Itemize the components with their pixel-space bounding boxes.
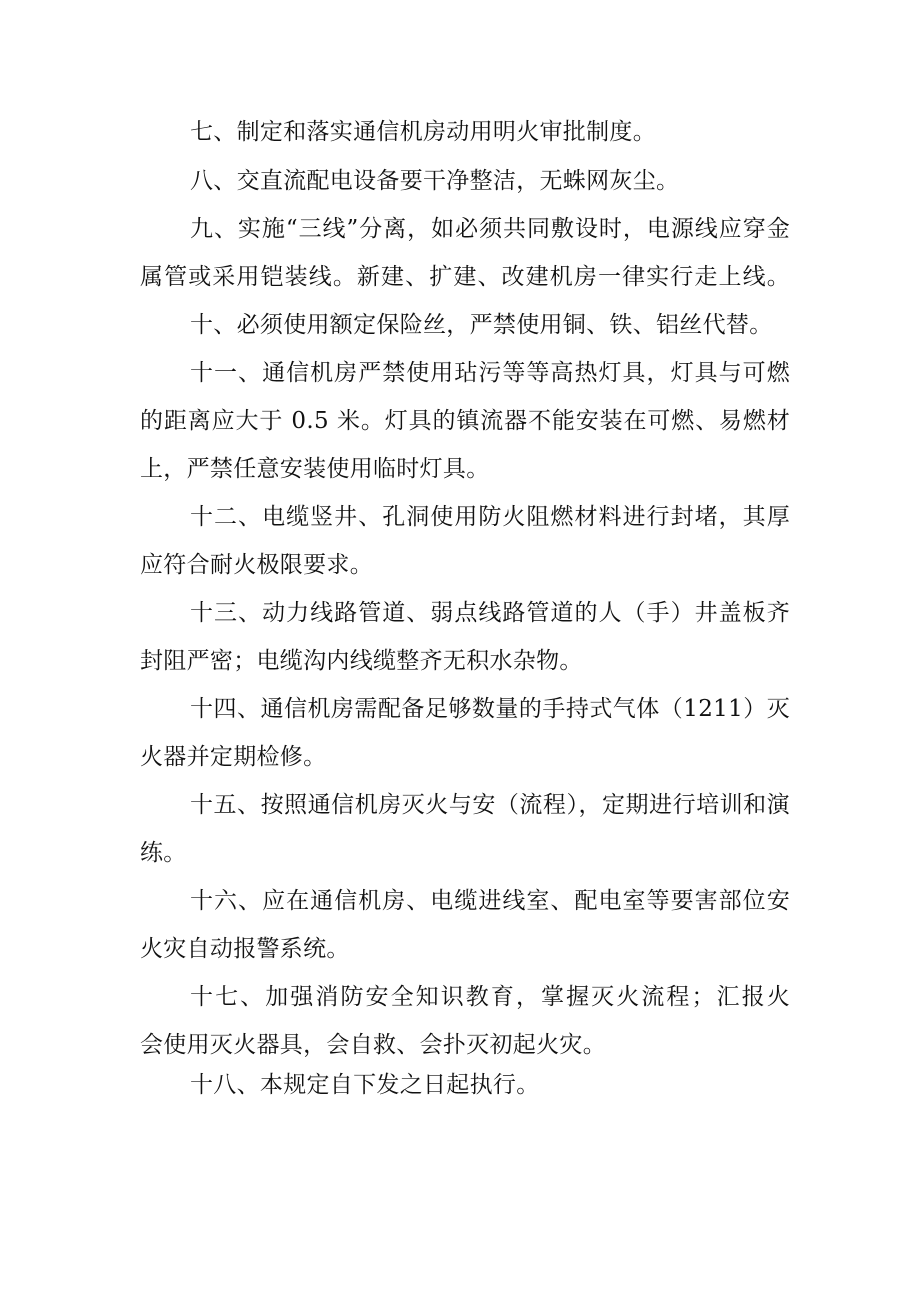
paragraph-14-line-1: 十四、通信机房需配备足够数量的手持式气体（1211）灭 (190, 696, 790, 722)
paragraph-16-line-1: 十六、应在通信机房、电缆进线室、配电室等要害部位安 (190, 888, 790, 914)
paragraph-11-line-2: 的距离应大于 0.5 米。灯具的镇流器不能安装在可燃、易燃材 (140, 408, 790, 434)
paragraph-11-line-3: 上，严禁任意安装使用临时灯具。 (140, 456, 490, 482)
paragraph-12-line-1: 十二、电缆竖井、孔洞使用防火阻燃材料进行封堵，其厚 (190, 504, 790, 530)
paragraph-7-line-1: 七、制定和落实通信机房动用明火审批制度。 (190, 119, 656, 145)
paragraph-9-line-2: 属管或采用铠装线。新建、扩建、改建机房一律实行走上线。 (140, 264, 790, 290)
paragraph-8-line-1: 八、交直流配电设备要干净整洁，无蛛网灰尘。 (190, 168, 680, 194)
paragraph-15-line-2: 练。 (140, 840, 187, 866)
paragraph-13-line-1: 十三、动力线路管道、弱点线路管道的人（手）井盖板齐 (190, 600, 790, 626)
paragraph-17-line-2: 会使用灭火器具，会自救、会扑灭初起火灾。 (140, 1032, 606, 1058)
paragraph-11-line-1: 十一、通信机房严禁使用玷污等等高热灯具，灯具与可燃 (190, 360, 790, 386)
paragraph-10-line-1: 十、必须使用额定保险丝，严禁使用铜、铁、铝丝代替。 (190, 312, 773, 338)
paragraph-9-line-1: 九、实施“三线”分离，如必须共同敷设时，电源线应穿金 (190, 216, 790, 242)
paragraph-13-line-2: 封阻严密；电缆沟内线缆整齐无积水杂物。 (140, 648, 583, 674)
paragraph-18-line-1: 十八、本规定自下发之日起执行。 (190, 1072, 540, 1098)
paragraph-14-line-2: 火器并定期检修。 (140, 744, 327, 770)
paragraph-17-line-1: 十七、加强消防安全知识教育，掌握灭火流程；汇报火 (190, 984, 790, 1010)
paragraph-12-line-2: 应符合耐火极限要求。 (140, 552, 373, 578)
paragraph-16-line-2: 火灾自动报警系统。 (140, 936, 350, 962)
paragraph-15-line-1: 十五、按照通信机房灭火与安（流程），定期进行培训和演 (190, 792, 790, 818)
